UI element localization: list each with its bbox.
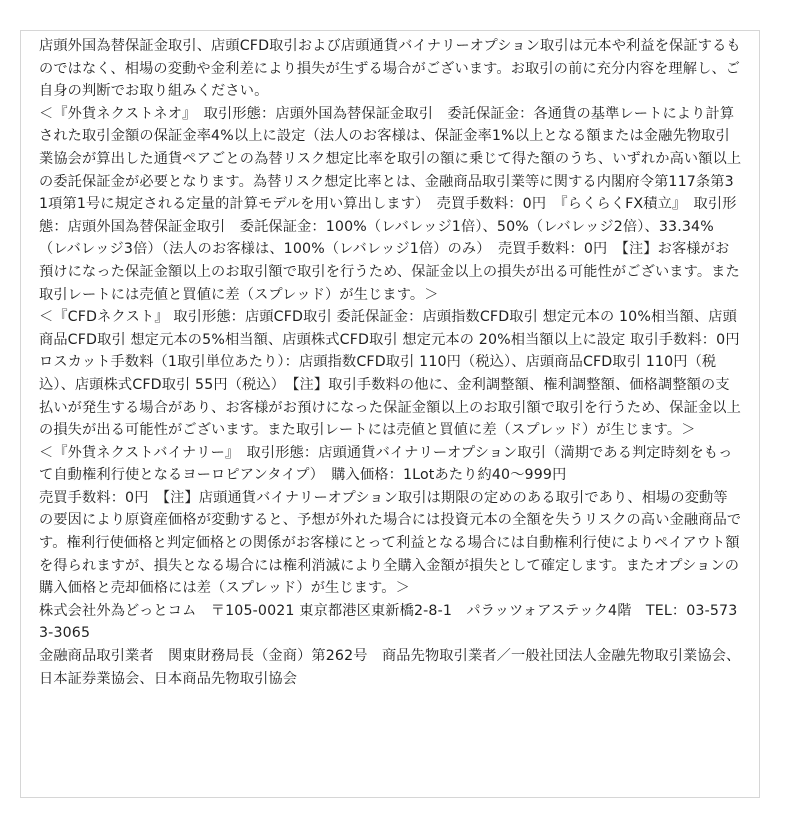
registration-info-paragraph: 金融商品取引業者 関東財務局長（金商）第262号 商品先物取引業者／一般社団法人金融先物取引業協会、日本証券業協会、日本商品先物取引協会 — [39, 648, 741, 687]
gaika-next-binary-paragraph: ＜『外貨ネクストバイナリー』 取引形態：店頭通貨バイナリーオプション取引（満期である判定時刻をもって自動権利行使となるヨーロピアンタイプ） 購入価格：1Lotあたり約40～999円 — [39, 444, 733, 484]
cfd-next-paragraph: ＜『CFDネクスト』 取引形態：店頭CFD取引 委託保証金：店頭指数CFD取引 想定元本の 10%相当額、店頭商品CFD取引 想定元本の5%相当額、店頭株式CFD取引 想定元本の 20%相当額以上に設定 取引手数料：0円 ロスカット手数料（1取引単位あたり）：店頭指数CFD取引 110円（税込）、店頭商品CFD取引 110円（税込）、店頭株式CFD取引 55円（税込） 【注】取引手数料の他に、金利調整額、権利調整額、価格調整額の支払いが発生する場合があり、お客様がお預けになった保証金額以上のお取引額で取引を行うため、保証金以上の損失が出る可能性がございます。また取引レートには売値と買値に差（スプレッド）が生じます。＞ — [39, 309, 741, 439]
gaika-next-neo-paragraph: ＜『外貨ネクストネオ』 取引形態：店頭外国為替保証金取引 委託保証金：各通貨の基準レートにより計算された取引金額の保証金率4%以上に設定（法人のお客様は、保証金率1%以上となる額または金融先物取引業協会が算出した通貨ペアごとの為替リスク想定比率を取引の額に乗じて得た額のうち、いずれか高い額以上の委託保証金が必要となります。為替リスク想定比率とは、金融商品取引業等に関する内閣府令第117条第31項第1号に規定される定量的計算モデルを用い算出します） 売買手数料：0円 『らくらくFX積立』 取引形態：店頭外国為替保証金取引 委託保証金：100%（レバレッジ1倍）、50%（レバレッジ2倍）、33.34%（レバレッジ3倍）（法人のお客様は、100%（レバレッジ1倍）のみ） 売買手数料：0円 【注】お客様がお預けになった保証金額以上のお取引額で取引を行うため、保証金以上の損失が出る可能性がございます。また取引レートには売値と買値に差（スプレッド）が生じます。＞ — [39, 105, 742, 303]
risk-disclaimer-box — [20, 30, 760, 798]
company-address-paragraph: 株式会社外為どっとコム 〒105-0021 東京都港区東新橋2-8-1 パラッツォアステック4階 TEL：03-5733-3065 — [39, 602, 738, 642]
binary-option-notes-paragraph: 売買手数料：0円 【注】店頭通貨バイナリーオプション取引は期限の定めのある取引であり、相場の変動等の要因により原資産価格が変動すると、予想が外れた場合には投資元本の全額を失うリスクの高い金融商品です。権利行使価格と判定価格との関係がお客様にとって利益となる場合には自動権利行使によりペイアウト額を得られますが、損失となる場合には権利消滅により全購入金額が損失として確定します。またオプションの購入価格と売却価格には差（スプレッド）が生じます。＞ — [39, 489, 742, 597]
risk-warning-paragraph: 店頭外国為替保証金取引、店頭CFD取引および店頭通貨バイナリーオプション取引は元本や利益を保証するものではなく、相場の変動や金利差により損失が生ずる場合がございます。お取引の前に充分内容を理解し、ご自身の判断でお取り組みください。 — [39, 38, 741, 100]
